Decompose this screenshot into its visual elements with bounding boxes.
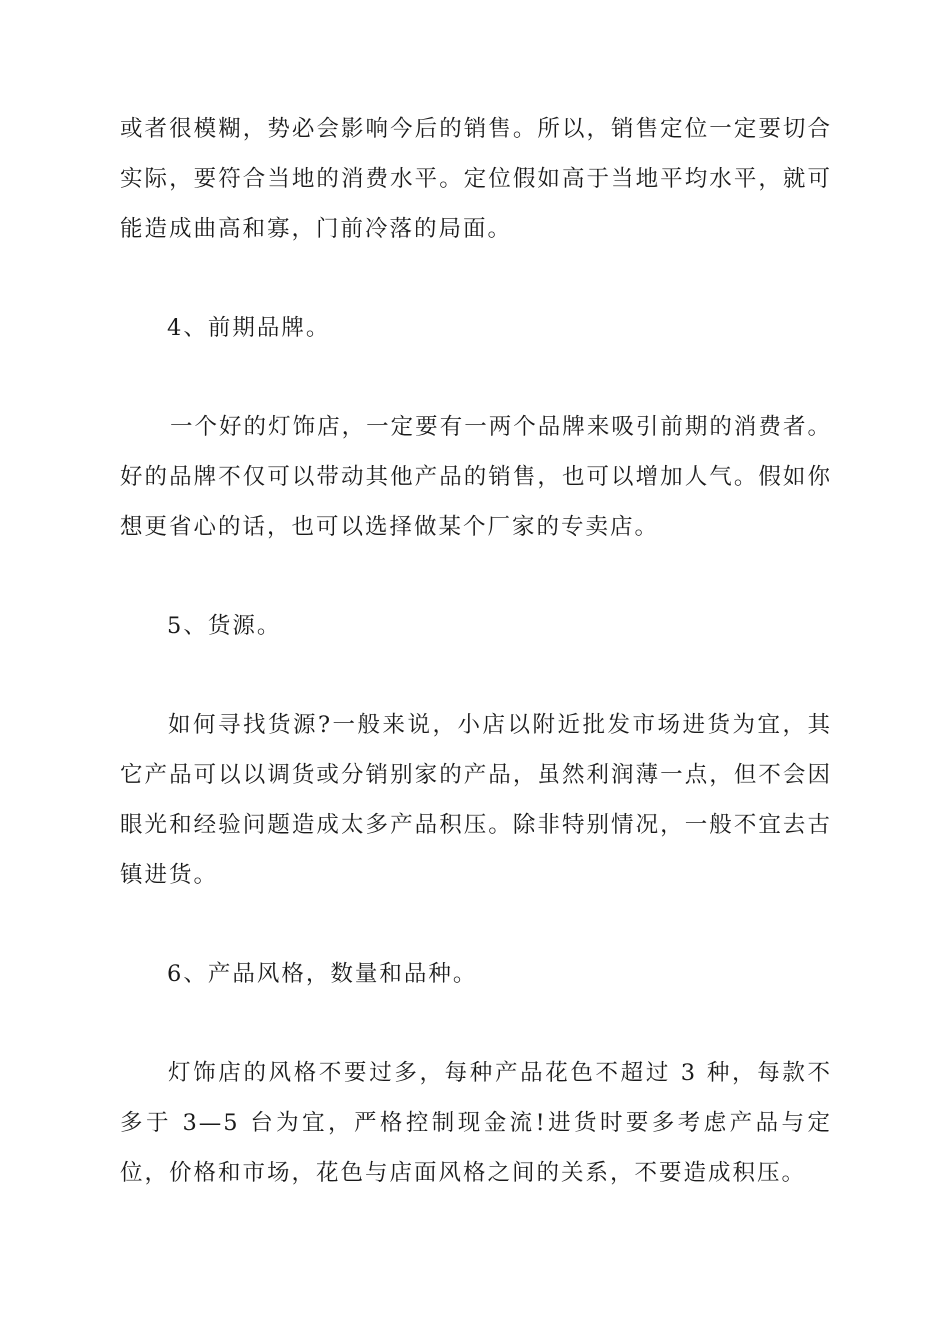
heading-supply-source: 5、货源。: [167, 613, 282, 639]
heading-product-style: 6、产品风格，数量和品种。: [167, 961, 478, 987]
paragraph-supply-source: 如何寻找货源?一般来说，小店以附近批发市场进货为宜，其它产品可以以调货或分销别家的产品，虽然利润薄一点，但不会因眼光和经验问题造成太多产品积压。除非特别情况，一般不宜去古镇进货。: [120, 712, 832, 888]
paragraph-sales-positioning: 或者很模糊，势必会影响今后的销售。所以，销售定位一定要切合实际，要符合当地的消费水平。定位假如高于当地平均水平，就可能造成曲高和寡，门前冷落的局面。: [120, 116, 832, 242]
paragraph-early-brand: 一个好的灯饰店，一定要有一两个品牌来吸引前期的消费者。好的品牌不仅可以带动其他产品的销售，也可以增加人气。假如你想更省心的话，也可以选择做某个厂家的专卖店。: [120, 414, 832, 540]
heading-early-brand: 4、前期品牌。: [167, 315, 331, 341]
paragraph-product-style: 灯饰店的风格不要过多，每种产品花色不超过 3 种，每款不多于 3—5 台为宜，严格控制现金流!进货时要多考虑产品与定位，价格和市场，花色与店面风格之间的关系，不要造成积压。: [120, 1060, 832, 1186]
